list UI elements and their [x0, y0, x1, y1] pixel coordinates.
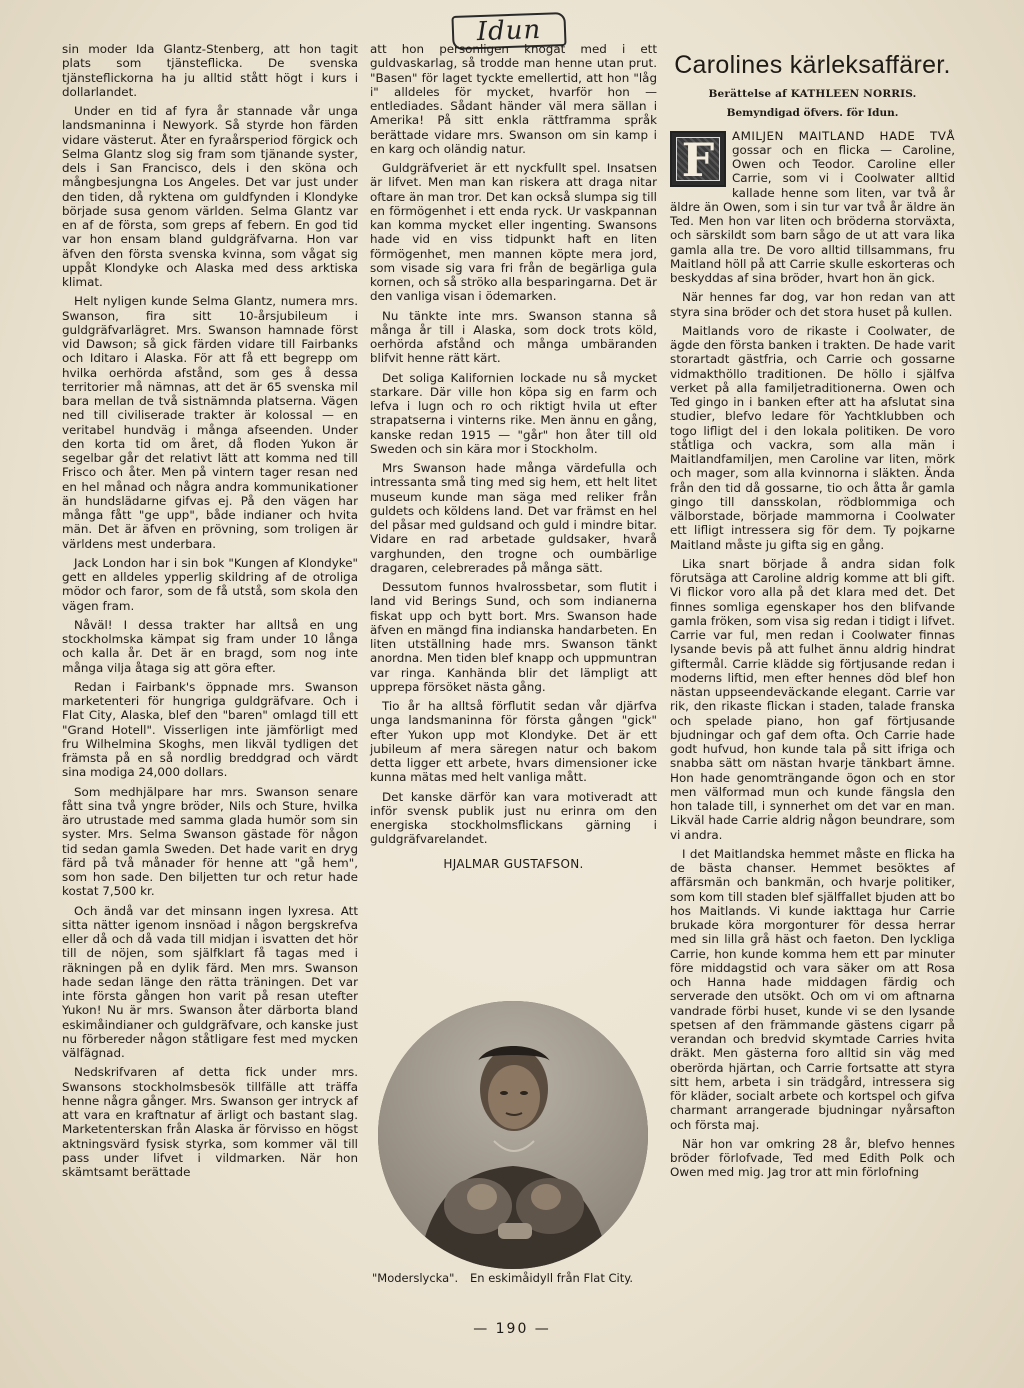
story-opening-paragraph [670, 129, 955, 286]
story-title: Carolines kärleksaffärer. [674, 51, 951, 79]
left-article-column [62, 42, 358, 1184]
article-paragraph: Guldgräfveriet är ett nyckfullt spel. Insatsen är lifvet. Men man kan riskera att draga nitar oftare än man tror. Det kan också slumpa sig till en förmögenhet i ett enda ryck. Ur vaskpannan kan komma mycket eller ingenting. Swansons hade vid en viss tidpunkt haft en liten förmögenhet, men mannen köpte mera jord, som visade sig vara fri från de begärliga gula kornen, och så ströko alla besparingarna. Det är den vanliga visan i ödemarken. [370, 161, 657, 304]
story-author-line: Berättelse af KATHLEEN NORRIS. [708, 88, 917, 100]
article-paragraph: Dessutom funnos hvalrossbetar, som flutit i land vid Berings Sund, och som indianerna fiskat upp och bytt bort. Mrs. Swanson hade äfven en mängd fina indianska handarbeten. En liten utställning hade mrs. Swanson tänkt anordna. Men tiden blef knapp och uppmuntran var ringa. Kanhända blir det lämpligt att upprepa försöket nästa gång. [370, 580, 657, 694]
opening-text: gossar och en flicka — Caroline, Owen och Teodor. Caroline eller Carrie, som vi i Coolwater alltid kallade henne som liten, var två år äldre än Owen, som i sin tur var två år äldre än Ted. Men hon var liten och bröderna storväxta, och särskildt som barn sågo de ut att vara lika gamla alla tre. De voro alltid tillsammans, fru Maitland höll på att Carrie skulle eskorteras och beskyddas af sina bröder, hvart hon än gick. [670, 142, 955, 285]
author-signature: HJALMAR GUSTAFSON. [443, 856, 584, 871]
eskimo-mother-photo [378, 1001, 648, 1269]
article-paragraph: Under en tid af fyra år stannade vår unga landsmaninna i Newyork. Så styrde hon färden vidare västerut. Åter en fyraårsperiod förgick och Selma Glantz slog sig fram som tjänande syster, dels i San Francisco, dels i den sköna och mångbesjungna Los Angeles. Det var just under den tiden, då ryktena om guldfynden i Klondyke började susa genom världen. Selma Glantz var en af de första, som greps af febern. En god tid var hon ensam bland guldgräfvarna. Hon var äfven den första svenska kvinna, som vågat sig uppåt Klondyke och Alaska med dess arktiska klimat. [62, 104, 358, 289]
story-paragraph: Maitlands voro de rikaste i Coolwater, de ägde den första banken i trakten. De hade varit storartadt gästfria, och Carrie och gossarne vidmakthöllo traditionen. De höllo i själfva verket på alla familjetraditionerna. Owen och Ted gingo in i banken efter att ha afslutat sina studier, blefvo ledare för Yachtklubben och togo lifligt del i den lokala politiken. De voro ståtliga och vackra, som alla män i Maitlandfamiljen, men Caroline var liten, mörk och mager, som alla kvinnorna i släkten. Ända från den tid då gossarne, tio och åtta år gamla gingo till dansskolan, rödblommiga och välborstade, började mammorna i Coolwater ett lifligt intressera sig för dem. Ty pojkarne Maitland måste ju gifta sig en gång. [670, 323, 955, 552]
photo-caption-title: "Moderslycka". [372, 1271, 459, 1285]
opening-small-caps: AMILJEN MAITLAND HADE TVÅ [732, 128, 955, 143]
article-paragraph: Och ändå var det minsann ingen lyxresa. Att sitta nätter igenom insnöad i någon bergskrefva eller då och då vada till midjan i isvatten det hör till de nöjen, som själfklart få tagas med i räkningen på en dylik färd. Men mrs. Swanson hade sedan länge den rätta träningen. Det var inte första gången hon varit på resan utefter Yukon! Nu är mrs. Swanson åter därborta bland eskimåindianer och guldgräfvare, och kanske just nu förbereder någon ståtligare fest med mycken välfägnad. [62, 903, 358, 1060]
dropcap-letter: F [681, 132, 715, 187]
article-paragraph: Nåväl! I dessa trakter har alltså en ung stockholmska kämpat sig fram under 10 långa och kalla år. Det är en bragd, som nog inte många vilja åtaga sig att göra efter. [62, 617, 358, 675]
article-paragraph: Redan i Fairbank's öppnade mrs. Swanson marketenteri för hungriga guldgräfvare. Och i Flat City, Alaska, blef den "baren" omlagd till ett "Grand Hotell". Visserligen inte jämförligt med fru Wilhelmina Skoghs, men likväl tydligen det främsta på en så nordlig breddgrad och värdt sina modiga 24,000 dollars. [62, 679, 358, 780]
article-paragraph: Helt nyligen kunde Selma Glantz, numera mrs. Swanson, fira sitt 10-årsjubileum i guldgräfvarlägret. Mrs. Swanson hamnade först vid Dawson; så gick färden vidare till Fairbanks och Iditaro i Alaska. För att få ett begrepp om hvilka oerhörda afstånd, som ges å dessa territorier må nämnas, att det är 65 svenska mil bara mellan de två sistnämnda platserna. Vägen ned till civiliserade trakter är kolossal — en veritabel hundväg i många afseenden. Under den korta tid om året, då floden Yukon är segelbar går det relativt lätt att komma ned till Frisco och åter. Men på vintern tager resan ned en hel månad och några andra kommunikationer än hundslädarne gifvas ej. På den vägen har många fått "ge upp", både indianer och hvita män. Det är äfven en prövning, som troligen är världens mest underbara. [62, 294, 358, 551]
article-paragraph: Det kanske därför kan vara motiveradt att inför svensk publik just nu erinra om den energiska stockholmsflickans gärning i guldgräfvarelandet. [370, 789, 657, 847]
story-translator-line: Bemyndigad öfvers. för Idun. [726, 107, 899, 120]
story-column [670, 42, 955, 1185]
article-paragraph: Nedskrifvaren af detta fick under mrs. Swansons stockholmsbesök tillfälle att träffa henne några gånger. Mrs. Swanson ger intryck af att vara en kraftnatur af ärligt och bastant slag. Marketenterskan från Alaska är förvisso en högst aktningsvärd fysisk styrka, som kommer väl till pass under lifvet i vildmarken. När hon skämtsamt berättade [62, 1065, 358, 1179]
article-paragraph: sin moder Ida Glantz-Stenberg, att hon tagit plats som tjänsteflicka. De svenska tjänsteflickorna ha ju alltid stått högt i kurs i dollarlandet. [62, 42, 358, 99]
story-paragraph: I det Maitlandska hemmet måste en flicka ha de bästa chanser. Hemmet besöktes af affärsmän och bankmän, och hvarje politiker, som kom till staden blef själffallet bjuden att bo hos Maitlands. Vi kunde iakttaga hur Carrie brukade köra morgonturer för dessa herrar med sin lilla grå häst och faeton. Den lyckliga Carrie, hon kunde komma hem ett par minuter före middagstid och vara säker om att Rosa och Hanna hade middagen färdig och serverade den utsökt. Och om vi om aftnarna vandrade förbi huset, kunde vi se den lysande spetsen af den främmande gästens cigarr på verandan och bredvid skymtade Carries hvita dräkt. Men gästerna foro alltid sin väg med oberörda hjärtan, och Carrie fortsatte att styra sitt hem, arbeta i sin trädgård, intressera sig för kläder, socialt arbete och kortspel och gifva charmant arrangerade bjudningar nyårsafton och första maj. [670, 846, 955, 1132]
story-paragraph: Lika snart började å andra sidan folk förutsäga att Caroline aldrig komme att bli gift. Vi flickor voro alla på det klara med det. Det finnes somliga egenskaper hos den blifvande gamla fröken, som visa sig redan i tidigt i lifvet. Carrie var ful, men redan i Coolwater finnas lysande bevis på att fulhet ännu aldrig hindrat giftermål. Carrie klädde sig förtjusande redan i moderns liftid, men efter hennes död blef hon nästan uppseendeväckande elegant. Carrie var rik, den rikaste flickan i staden, talade franska och spelade piano, hon gaf förtjusande bjudningar och gaf dem ofta. Och Carrie hade godt hufvud, hon kunde tala på sitt ifriga och snabba sätt om nästan hvarje tänkbart ämne. Hon hade genomträngande ögon och en stor men välformad mun och kunde fängsla den hon talade till, i synnerhet om det var en man. Likväl hade Carrie aldrig någon beundrare, som vi andra. [670, 556, 955, 842]
story-paragraph: När hon var omkring 28 år, blefvo hennes bröder förlofvade, Ted med Edith Polk och Owen med mig. Jag tror att min förlofning [670, 1136, 955, 1180]
article-paragraph: Tio år ha alltså förflutit sedan vår djärfva unga landsmaninna för första gången "gick" efter Yukon upp mot Klondyke. Det är ett jubileum af mera säregen natur och bakom detta ligger ett arbete, hvars dimensioner icke kunna mätas med helt vanliga mått. [370, 699, 657, 785]
article-paragraph: Jack London har i sin bok "Kungen af Klondyke" gett en alldeles ypperlig skildring af de otroliga mödor och faror, som de få utstå, som skola den vägen fram. [62, 555, 358, 613]
story-paragraph: När hennes far dog, var hon redan van att styra sina bröder och det stora huset på kullen. [670, 290, 955, 319]
photo-caption-description: En eskimåidyll från Flat City. [470, 1271, 634, 1285]
middle-article-column [370, 42, 657, 871]
page-number: — 190 — [473, 1321, 551, 1337]
article-paragraph: Det soliga Kalifornien lockade nu så mycket starkare. Där ville hon köpa sig en farm och lefva i lugn och ro och riktigt hvila ut efter strapatserna i vinterns rike. Men ännu en gång, kanske redan 1915 — "går" hon åter till old Sweden och sin kära mor i Stockholm. [370, 370, 657, 456]
photo-illustration [378, 1001, 648, 1269]
idun-stamp: Idun [451, 12, 566, 50]
article-paragraph: Nu tänkte inte mrs. Swanson stanna så många år till i Alaska, som dock trots köld, oerhörda afstånd och många umbäranden blifvit henne rätt kärt. [370, 308, 657, 366]
ornamental-dropcap [670, 131, 726, 187]
article-paragraph: Mrs Swanson hade många värdefulla och intressanta små ting med sig hem, ett helt litet museum kunde man säga med reliker från guldets och köldens land. Det var främst en hel del påsar med guldsand och guld i mindre bitar. Vidare en rad arbetade guldsaker, hvarå varghunden, den trogne och oumbärlige dragaren, celebrerades på många sätt. [370, 461, 657, 575]
article-paragraph: att hon personligen knogat med i ett guldvaskarlag, så trodde man henne utan prut. "Basen" för laget tyckte emellertid, att hon "låg i" alldeles för mycket, hvarför hon — entlediades. Sådant händer väl mera sällan i Amerika! På sitt enkla rättframma språk berättade vidare mrs. Swanson om sin kamp i en karg och oländig natur. [370, 42, 657, 156]
article-paragraph: Som medhjälpare har mrs. Swanson senare fått sina två yngre bröder, Nils och Sture, hvilka äro utrustade med samma glada humör som sin syster. Mrs. Selma Swanson gästade för någon tid sedan gamla Sweden. Det hade varit en dryg färd på två månader för henne att "gå hem", som hon sade. Den biljetten tur och retur hade kostat 7,500 kr. [62, 784, 358, 899]
